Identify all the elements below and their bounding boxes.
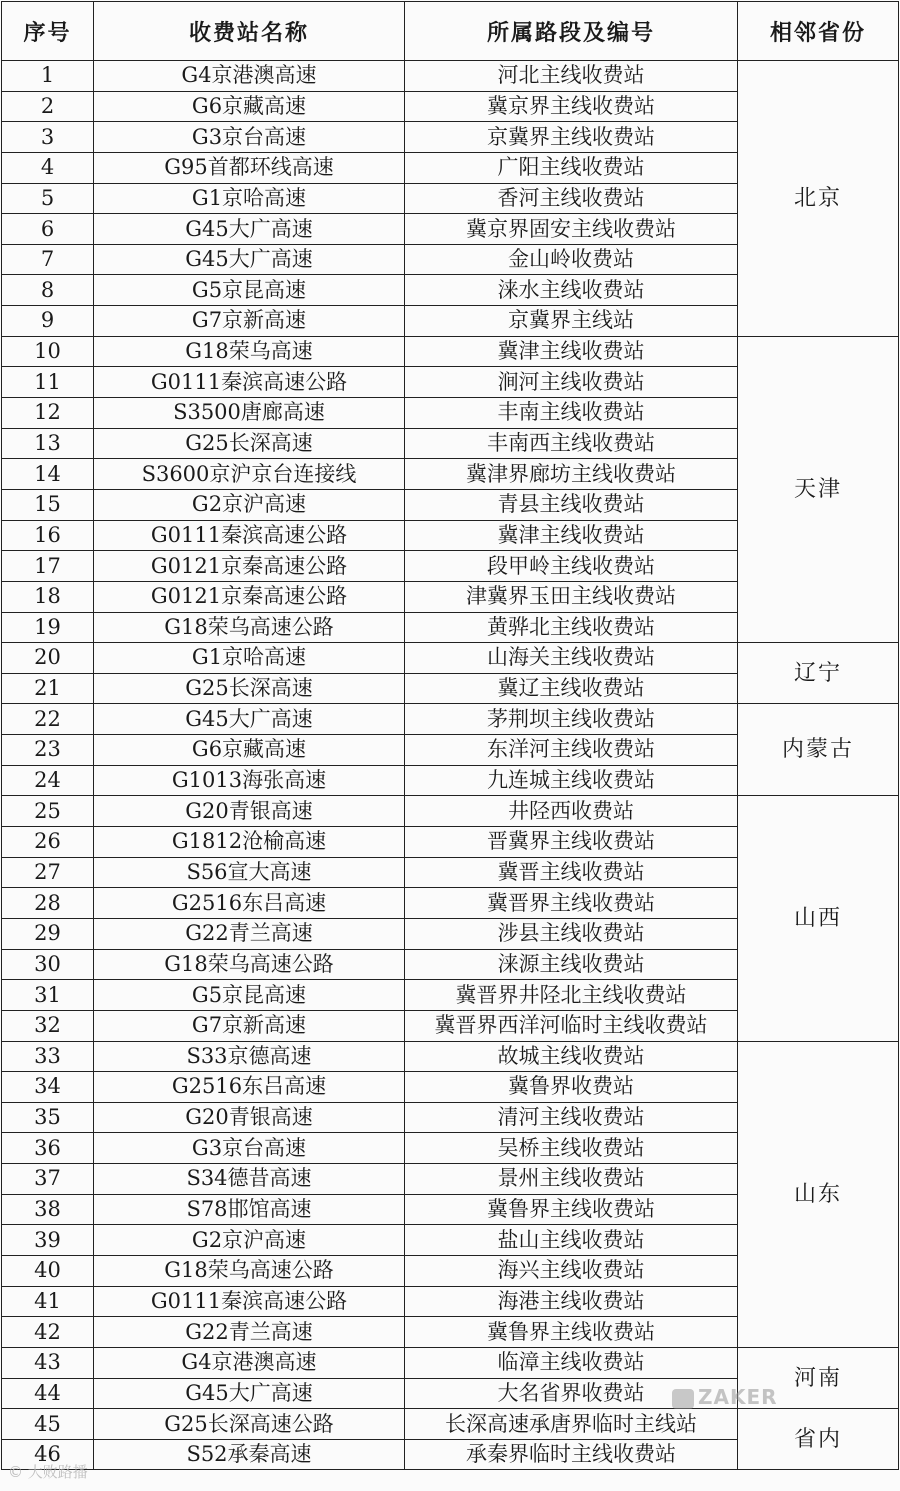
cell-station-name: 津冀界玉田主线收费站 bbox=[405, 581, 738, 612]
cell-station-name: 冀鲁界主线收费站 bbox=[405, 1317, 738, 1348]
cell-station-name: 冀鲁界主线收费站 bbox=[405, 1194, 738, 1225]
table-row bbox=[2, 1041, 899, 1072]
cell-station-name: 临漳主线收费站 bbox=[405, 1347, 738, 1378]
cell-serial-number: 38 bbox=[2, 1194, 94, 1225]
table-header-row bbox=[2, 2, 899, 61]
cell-serial-number: 21 bbox=[2, 673, 94, 704]
table-row bbox=[2, 704, 899, 735]
cell-serial-number: 34 bbox=[2, 1072, 94, 1103]
cell-station-name: 九连城主线收费站 bbox=[405, 765, 738, 796]
cell-road-name: G0121京秦高速公路 bbox=[94, 551, 405, 582]
cell-road-name: G22青兰高速 bbox=[94, 918, 405, 949]
cell-station-name: 段甲岭主线收费站 bbox=[405, 551, 738, 582]
cell-road-name: S3500唐廊高速 bbox=[94, 398, 405, 429]
cell-station-name: 涞水主线收费站 bbox=[405, 275, 738, 306]
cell-road-name: G45大广高速 bbox=[94, 704, 405, 735]
cell-serial-number: 4 bbox=[2, 152, 94, 183]
cell-serial-number: 17 bbox=[2, 551, 94, 582]
cell-serial-number: 18 bbox=[2, 581, 94, 612]
cell-station-name: 井陉西收费站 bbox=[405, 796, 738, 827]
cell-serial-number: 29 bbox=[2, 918, 94, 949]
cell-station-name: 茅荆坝主线收费站 bbox=[405, 704, 738, 735]
cell-station-name: 黄骅北主线收费站 bbox=[405, 612, 738, 643]
cell-road-name: G95首都环线高速 bbox=[94, 152, 405, 183]
cell-station-name: 东洋河主线收费站 bbox=[405, 735, 738, 766]
cell-station-name: 承秦界临时主线收费站 bbox=[405, 1439, 738, 1470]
cell-road-name: G0111秦滨高速公路 bbox=[94, 367, 405, 398]
table-body bbox=[2, 61, 899, 1470]
cell-station-name: 冀晋界西洋河临时主线收费站 bbox=[405, 1010, 738, 1041]
cell-station-name: 冀津主线收费站 bbox=[405, 520, 738, 551]
cell-road-name: G18荣乌高速 bbox=[94, 336, 405, 367]
watermark-zaker bbox=[672, 1385, 778, 1409]
cell-serial-number: 12 bbox=[2, 398, 94, 429]
cell-adjacent-province: 河南 bbox=[738, 1347, 899, 1408]
cell-adjacent-province: 山西 bbox=[738, 796, 899, 1041]
toll-station-table bbox=[1, 1, 899, 1470]
cell-road-name: G25长深高速 bbox=[94, 673, 405, 704]
cell-station-name: 景州主线收费站 bbox=[405, 1164, 738, 1195]
cell-station-name: 故城主线收费站 bbox=[405, 1041, 738, 1072]
cell-serial-number: 35 bbox=[2, 1102, 94, 1133]
cell-station-name: 盐山主线收费站 bbox=[405, 1225, 738, 1256]
cell-adjacent-province: 省内 bbox=[738, 1409, 899, 1470]
table-row bbox=[2, 1409, 899, 1440]
cell-station-name: 丰南西主线收费站 bbox=[405, 428, 738, 459]
cell-serial-number: 9 bbox=[2, 306, 94, 337]
cell-road-name: G2京沪高速 bbox=[94, 1225, 405, 1256]
cell-station-name: 涧河主线收费站 bbox=[405, 367, 738, 398]
cell-road-name: G1013海张高速 bbox=[94, 765, 405, 796]
table-row bbox=[2, 796, 899, 827]
cell-road-name: G3京台高速 bbox=[94, 122, 405, 153]
cell-serial-number: 24 bbox=[2, 765, 94, 796]
cell-road-name: G20青银高速 bbox=[94, 796, 405, 827]
cell-station-name: 冀京界固安主线收费站 bbox=[405, 214, 738, 245]
cell-station-name: 广阳主线收费站 bbox=[405, 152, 738, 183]
watermark-left: © 大败路播 bbox=[8, 1463, 88, 1481]
cell-station-name: 香河主线收费站 bbox=[405, 183, 738, 214]
cell-serial-number: 5 bbox=[2, 183, 94, 214]
cell-serial-number: 2 bbox=[2, 91, 94, 122]
cell-road-name: G1京哈高速 bbox=[94, 643, 405, 674]
cell-station-name: 河北主线收费站 bbox=[405, 61, 738, 92]
cell-road-name: G45大广高速 bbox=[94, 244, 405, 275]
header-station-name: 收费站名称 bbox=[94, 2, 405, 61]
cell-road-name: G20青银高速 bbox=[94, 1102, 405, 1133]
cell-road-name: S78邯馆高速 bbox=[94, 1194, 405, 1225]
cell-station-name: 青县主线收费站 bbox=[405, 489, 738, 520]
cell-road-name: G18荣乌高速公路 bbox=[94, 1255, 405, 1286]
cell-road-name: G0111秦滨高速公路 bbox=[94, 520, 405, 551]
cell-road-name: G25长深高速公路 bbox=[94, 1409, 405, 1440]
header-adjacent-province: 相邻省份 bbox=[738, 2, 899, 61]
cell-serial-number: 16 bbox=[2, 520, 94, 551]
cell-station-name: 涉县主线收费站 bbox=[405, 918, 738, 949]
cell-serial-number: 6 bbox=[2, 214, 94, 245]
cell-road-name: G0111秦滨高速公路 bbox=[94, 1286, 405, 1317]
cell-station-name: 京冀界主线站 bbox=[405, 306, 738, 337]
table-row bbox=[2, 1347, 899, 1378]
cell-adjacent-province: 天津 bbox=[738, 336, 899, 642]
cell-road-name: G0121京秦高速公路 bbox=[94, 581, 405, 612]
cell-station-name: 冀晋界井陉北主线收费站 bbox=[405, 980, 738, 1011]
cell-serial-number: 30 bbox=[2, 949, 94, 980]
cell-station-name: 海港主线收费站 bbox=[405, 1286, 738, 1317]
cell-serial-number: 28 bbox=[2, 888, 94, 919]
cell-station-name: 冀晋主线收费站 bbox=[405, 857, 738, 888]
cell-road-name: S56宣大高速 bbox=[94, 857, 405, 888]
watermark-zaker-text: ZAKER bbox=[698, 1385, 778, 1409]
cell-road-name: G2516东吕高速 bbox=[94, 888, 405, 919]
cell-station-name: 山海关主线收费站 bbox=[405, 643, 738, 674]
header-serial-number: 序号 bbox=[2, 2, 94, 61]
header-road-section: 所属路段及编号 bbox=[405, 2, 738, 61]
cell-road-name: G7京新高速 bbox=[94, 306, 405, 337]
cell-serial-number: 10 bbox=[2, 336, 94, 367]
cell-serial-number: 19 bbox=[2, 612, 94, 643]
cell-serial-number: 15 bbox=[2, 489, 94, 520]
cell-road-name: G6京藏高速 bbox=[94, 735, 405, 766]
cell-serial-number: 25 bbox=[2, 796, 94, 827]
cell-road-name: G6京藏高速 bbox=[94, 91, 405, 122]
cell-station-name: 丰南主线收费站 bbox=[405, 398, 738, 429]
cell-serial-number: 26 bbox=[2, 827, 94, 858]
cell-station-name: 长深高速承唐界临时主线站 bbox=[405, 1409, 738, 1440]
cell-station-name: 冀鲁界收费站 bbox=[405, 1072, 738, 1103]
cell-serial-number: 13 bbox=[2, 428, 94, 459]
cell-serial-number: 3 bbox=[2, 122, 94, 153]
cell-serial-number: 44 bbox=[2, 1378, 94, 1409]
cell-station-name: 大名省界收费站 bbox=[405, 1378, 738, 1409]
cell-station-name: 海兴主线收费站 bbox=[405, 1255, 738, 1286]
cell-station-name: 清河主线收费站 bbox=[405, 1102, 738, 1133]
cell-adjacent-province: 内蒙古 bbox=[738, 704, 899, 796]
cell-serial-number: 14 bbox=[2, 459, 94, 490]
table-row bbox=[2, 61, 899, 92]
cell-station-name: 冀晋界主线收费站 bbox=[405, 888, 738, 919]
cell-serial-number: 1 bbox=[2, 61, 94, 92]
table-row bbox=[2, 336, 899, 367]
cell-station-name: 晋冀界主线收费站 bbox=[405, 827, 738, 858]
cell-road-name: G2516东吕高速 bbox=[94, 1072, 405, 1103]
cell-road-name: G4京港澳高速 bbox=[94, 1347, 405, 1378]
table-row bbox=[2, 643, 899, 674]
cell-road-name: S33京德高速 bbox=[94, 1041, 405, 1072]
cell-road-name: G3京台高速 bbox=[94, 1133, 405, 1164]
cell-road-name: G45大广高速 bbox=[94, 214, 405, 245]
cell-station-name: 冀京界主线收费站 bbox=[405, 91, 738, 122]
cell-serial-number: 42 bbox=[2, 1317, 94, 1348]
cell-road-name: G45大广高速 bbox=[94, 1378, 405, 1409]
cell-road-name: S52承秦高速 bbox=[94, 1439, 405, 1470]
zaker-logo-icon bbox=[672, 1389, 694, 1409]
cell-station-name: 冀津主线收费站 bbox=[405, 336, 738, 367]
cell-road-name: S34德昔高速 bbox=[94, 1164, 405, 1195]
cell-station-name: 金山岭收费站 bbox=[405, 244, 738, 275]
cell-serial-number: 39 bbox=[2, 1225, 94, 1256]
cell-serial-number: 32 bbox=[2, 1010, 94, 1041]
cell-road-name: G5京昆高速 bbox=[94, 275, 405, 306]
cell-serial-number: 20 bbox=[2, 643, 94, 674]
cell-road-name: G18荣乌高速公路 bbox=[94, 949, 405, 980]
cell-station-name: 吴桥主线收费站 bbox=[405, 1133, 738, 1164]
cell-station-name: 冀辽主线收费站 bbox=[405, 673, 738, 704]
cell-road-name: G2京沪高速 bbox=[94, 489, 405, 520]
cell-serial-number: 40 bbox=[2, 1255, 94, 1286]
cell-road-name: G5京昆高速 bbox=[94, 980, 405, 1011]
cell-road-name: G1812沧榆高速 bbox=[94, 827, 405, 858]
cell-road-name: G4京港澳高速 bbox=[94, 61, 405, 92]
cell-serial-number: 8 bbox=[2, 275, 94, 306]
cell-road-name: G7京新高速 bbox=[94, 1010, 405, 1041]
cell-serial-number: 7 bbox=[2, 244, 94, 275]
cell-serial-number: 11 bbox=[2, 367, 94, 398]
cell-station-name: 涞源主线收费站 bbox=[405, 949, 738, 980]
cell-serial-number: 33 bbox=[2, 1041, 94, 1072]
cell-serial-number: 36 bbox=[2, 1133, 94, 1164]
cell-road-name: S3600京沪京台连接线 bbox=[94, 459, 405, 490]
cell-adjacent-province: 北京 bbox=[738, 61, 899, 337]
cell-road-name: G18荣乌高速公路 bbox=[94, 612, 405, 643]
cell-road-name: G22青兰高速 bbox=[94, 1317, 405, 1348]
cell-serial-number: 46 bbox=[2, 1439, 94, 1470]
cell-serial-number: 27 bbox=[2, 857, 94, 888]
cell-serial-number: 45 bbox=[2, 1409, 94, 1440]
cell-adjacent-province: 山东 bbox=[738, 1041, 899, 1347]
cell-serial-number: 41 bbox=[2, 1286, 94, 1317]
cell-road-name: G25长深高速 bbox=[94, 428, 405, 459]
cell-road-name: G1京哈高速 bbox=[94, 183, 405, 214]
cell-serial-number: 31 bbox=[2, 980, 94, 1011]
cell-serial-number: 43 bbox=[2, 1347, 94, 1378]
cell-serial-number: 23 bbox=[2, 735, 94, 766]
cell-serial-number: 37 bbox=[2, 1164, 94, 1195]
cell-serial-number: 22 bbox=[2, 704, 94, 735]
cell-adjacent-province: 辽宁 bbox=[738, 643, 899, 704]
cell-station-name: 冀津界廊坊主线收费站 bbox=[405, 459, 738, 490]
cell-station-name: 京冀界主线收费站 bbox=[405, 122, 738, 153]
